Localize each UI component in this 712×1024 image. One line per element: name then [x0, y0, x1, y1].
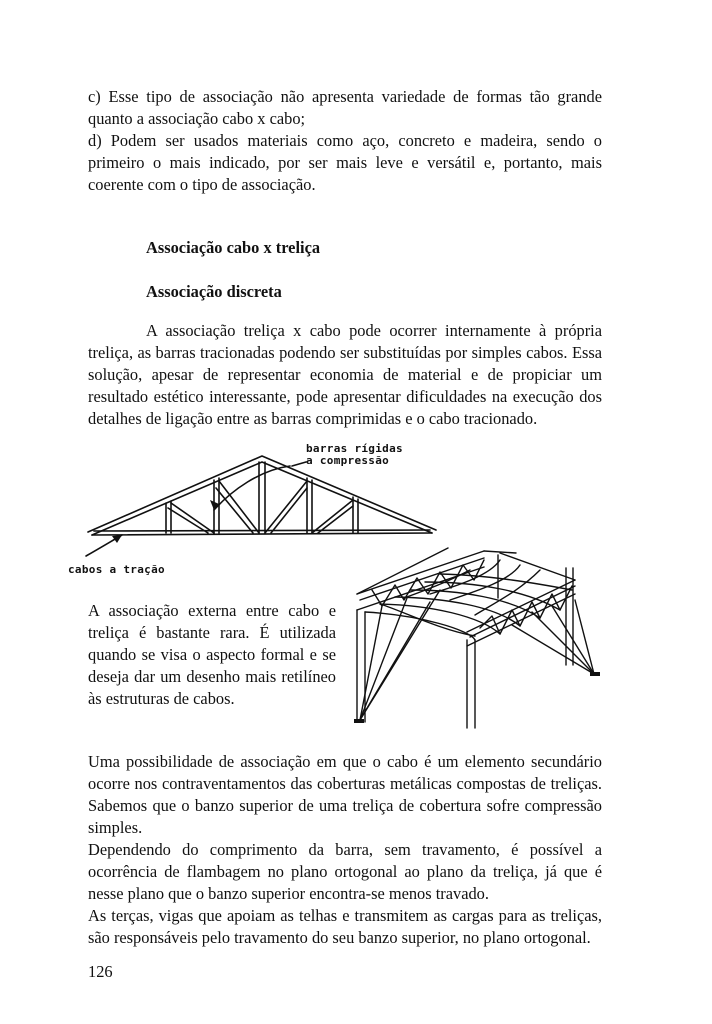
label-rigid-bars-line2: a compressão — [306, 454, 390, 467]
section-heading: Associação cabo x treliça — [146, 238, 321, 257]
item-c: c) Esse tipo de associação não apresenta variedade de formas tão grande quanto a associação cabo x cabo; — [88, 87, 602, 128]
label-rigid-bars-line1: barras rígidas — [306, 442, 403, 455]
body-paragraph-3: As terças, vigas que apoiam as telhas e transmitem as cargas para as treliças, são responsáveis pelo travamento do seu banzo superior, no plano ortogonal. — [88, 906, 602, 947]
item-d: d) Podem ser usados materiais como aço, concreto e madeira, sendo o primeiro o mais indicado, por ser mais leve e versátil e, portanto, mais coerente com o tipo de associação. — [88, 131, 602, 194]
label-tension-cables: cabos a tração — [68, 563, 165, 576]
body-paragraph-2: Dependendo do comprimento da barra, sem travamento, é possível a ocorrência de flambagem no plano ortogonal ao plano da treliça, já que é nesse plano que o banzo superior encontra-se menos travado. — [88, 840, 602, 903]
subsection-heading: Associação discreta — [146, 282, 282, 301]
paragraph-discreta: A associação treliça x cabo pode ocorrer internamente à própria treliça, as barras tracionadas podendo ser substituídas por simples cabos. Essa solução, apesar de representar economia de material e de propiciar um resultado estético interessante, pode apresentar dificuldades na execução dos detalhes de ligação entre as barras comprimidas e o cabo tracionado. — [88, 321, 602, 428]
paragraph-externa: A associação externa entre cabo e treliça é bastante rara. É utilizada quando se visa o aspecto formal e se deseja dar um desenho mais retilíneo às estruturas de cabos. — [88, 601, 336, 708]
page-number: 126 — [88, 962, 113, 981]
body-paragraph-1: Uma possibilidade de associação em que o cabo é um elemento secundário ocorre nos contraventamentos das coberturas metálicas compostas de treliças. Sabemos que o banzo superior de uma treliça de cobertura sofre compressão simples. — [88, 752, 602, 837]
